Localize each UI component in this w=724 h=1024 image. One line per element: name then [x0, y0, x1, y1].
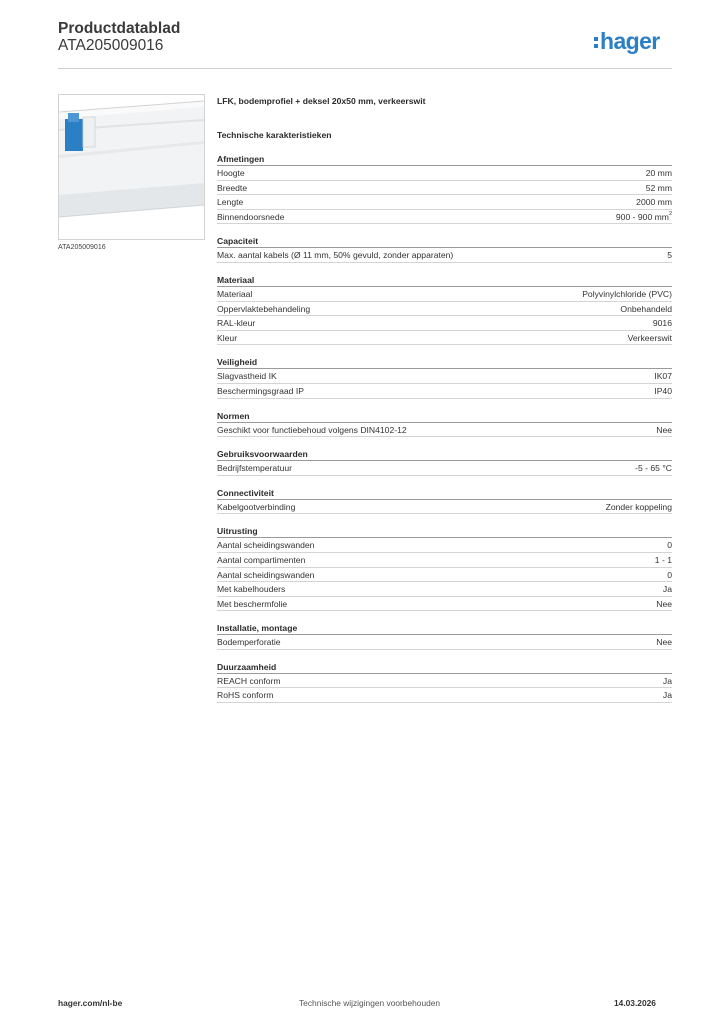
spec-label: Met kabelhouders — [217, 584, 286, 595]
spec-value: 5 — [667, 250, 672, 261]
spec-value-cell — [646, 166, 672, 180]
spec-section — [217, 621, 672, 650]
spec-value: 0 — [667, 540, 672, 551]
spec-row — [217, 597, 672, 612]
logo-colon-icon — [594, 37, 598, 48]
spec-row — [217, 369, 672, 384]
spec-section — [217, 660, 672, 703]
spec-label: Slagvastheid IK — [217, 371, 277, 382]
spec-value-cell — [655, 553, 672, 567]
spec-row — [217, 500, 672, 515]
spec-row — [217, 582, 672, 597]
section-title: Capaciteit — [217, 234, 672, 248]
spec-label: Kleur — [217, 332, 238, 343]
spec-label: Bodemperforatie — [217, 637, 281, 648]
spec-value-cell — [663, 688, 672, 702]
spec-value-cell — [636, 195, 672, 209]
spec-value-cell — [656, 423, 672, 437]
spec-label: Oppervlaktebehandeling — [217, 303, 311, 314]
spec-section — [217, 524, 672, 611]
spec-value-cell — [628, 331, 672, 345]
tech-characteristics-heading: Technische karakteristieken — [217, 130, 332, 140]
spec-sections — [217, 152, 672, 703]
spec-label: Aantal scheidingswanden — [217, 569, 315, 580]
product-image — [58, 94, 205, 240]
spec-value-cell — [656, 597, 672, 611]
footer-website: hager.com/nl-be — [58, 998, 123, 1008]
spec-section — [217, 273, 672, 345]
section-title: Veiligheid — [217, 355, 672, 369]
spec-value: Polyvinylchloride (PVC) — [582, 288, 672, 299]
spec-row — [217, 331, 672, 346]
footer-disclaimer: Technische wijzigingen voorbehouden — [299, 998, 441, 1008]
spec-value-cell — [646, 181, 672, 195]
spec-value: IP40 — [654, 385, 672, 396]
spec-label: Binnendoorsnede — [217, 211, 285, 222]
logo-wordmark: hager — [600, 28, 660, 54]
spec-label: Beschermingsgraad IP — [217, 385, 304, 396]
section-title: Afmetingen — [217, 152, 672, 166]
spec-value-cell — [667, 568, 672, 582]
spec-value-cell — [667, 248, 672, 262]
spec-label: Aantal scheidingswanden — [217, 540, 315, 551]
spec-label: RoHS conform — [217, 690, 274, 701]
spec-value-cell — [620, 302, 672, 316]
spec-row — [217, 210, 672, 225]
spec-value-cell — [663, 582, 672, 596]
spec-value: Nee — [656, 637, 672, 648]
spec-value: 0 — [667, 569, 672, 580]
spec-row — [217, 674, 672, 689]
spec-value-cell — [606, 500, 672, 514]
spec-label: REACH conform — [217, 675, 281, 686]
spec-section — [217, 486, 672, 515]
spec-row — [217, 248, 672, 263]
spec-row — [217, 166, 672, 181]
spec-label: Hoogte — [217, 168, 245, 178]
product-code-heading: ATA205009016 — [58, 37, 164, 54]
spec-label: Bedrijfstemperatuur — [217, 463, 292, 474]
spec-row — [217, 195, 672, 210]
spec-row — [217, 423, 672, 438]
spec-label: Kabelgootverbinding — [217, 501, 296, 512]
spec-value: Onbehandeld — [620, 303, 672, 314]
header-divider — [58, 68, 672, 69]
spec-value-cell — [667, 538, 672, 552]
document-title: Productdatablad — [58, 20, 181, 37]
spec-section — [217, 152, 672, 224]
image-caption: ATA205009016 — [58, 244, 106, 251]
spec-label: Breedte — [217, 182, 248, 193]
spec-row — [217, 635, 672, 650]
spec-label: Aantal compartimenten — [217, 554, 306, 565]
spec-value-cell — [653, 316, 672, 330]
spec-label: Met beschermfolie — [217, 598, 288, 609]
footer-date: 14.03.2026 — [614, 998, 656, 1008]
product-name: LFK, bodemprofiel + deksel 20x50 mm, verkeerswit — [217, 96, 426, 106]
spec-row — [217, 568, 672, 583]
spec-value: 52 mm — [645, 182, 672, 193]
spec-value: Ja — [662, 675, 672, 686]
spec-row — [217, 384, 672, 399]
spec-row — [217, 538, 672, 553]
spec-value: 2000 mm — [636, 197, 672, 208]
spec-row — [217, 688, 672, 703]
spec-value-cell — [635, 461, 672, 475]
hager-logo — [594, 28, 660, 54]
section-title: Uitrusting — [217, 524, 672, 538]
spec-value-cell — [582, 287, 672, 301]
spec-value: Ja — [662, 690, 672, 701]
section-title: Gebruiksvoorwaarden — [217, 447, 672, 461]
spec-value-cell — [654, 369, 672, 383]
spec-value: Nee — [656, 424, 672, 435]
spec-row — [217, 461, 672, 476]
spec-value-cell — [616, 210, 672, 224]
spec-row — [217, 302, 672, 317]
spec-value: 9016 — [652, 318, 672, 329]
cable-trunking-illustration — [59, 95, 204, 239]
spec-value: 20 mm — [645, 168, 672, 178]
section-title: Connectiviteit — [217, 486, 672, 500]
spec-row — [217, 553, 672, 568]
spec-value-cell — [656, 635, 672, 649]
spec-value: IK07 — [654, 371, 672, 382]
spec-section — [217, 234, 672, 263]
spec-label: Lengte — [217, 197, 244, 208]
spec-value: Verkeerswit — [627, 332, 672, 343]
spec-label: RAL-kleur — [217, 318, 256, 329]
spec-value: Nee — [656, 598, 672, 609]
spec-content — [217, 94, 672, 703]
spec-row — [217, 316, 672, 331]
spec-row — [217, 287, 672, 302]
spec-row — [217, 181, 672, 196]
spec-value: Zonder koppeling — [605, 501, 672, 512]
spec-value: Ja — [662, 584, 672, 595]
spec-value-cell — [663, 674, 672, 688]
section-title: Installatie, montage — [217, 621, 672, 635]
spec-label: Geschikt voor functiebehoud volgens DIN4102-12 — [217, 424, 407, 435]
spec-value-cell — [654, 384, 672, 398]
section-title: Normen — [217, 409, 672, 423]
spec-value-superscript: 2 — [668, 210, 672, 217]
spec-value: 900 - 900 mm — [615, 211, 669, 222]
spec-label: Max. aantal kabels (Ø 11 mm, 50% gevuld, zonder apparaten) — [217, 250, 454, 261]
spec-label: Materiaal — [217, 288, 253, 299]
spec-section — [217, 355, 672, 398]
spec-section — [217, 447, 672, 476]
spec-value: -5 - 65 °C — [635, 463, 672, 474]
section-title: Duurzaamheid — [217, 660, 672, 674]
spec-value: 1 - 1 — [654, 554, 672, 565]
section-title: Materiaal — [217, 273, 672, 287]
spec-section — [217, 409, 672, 438]
